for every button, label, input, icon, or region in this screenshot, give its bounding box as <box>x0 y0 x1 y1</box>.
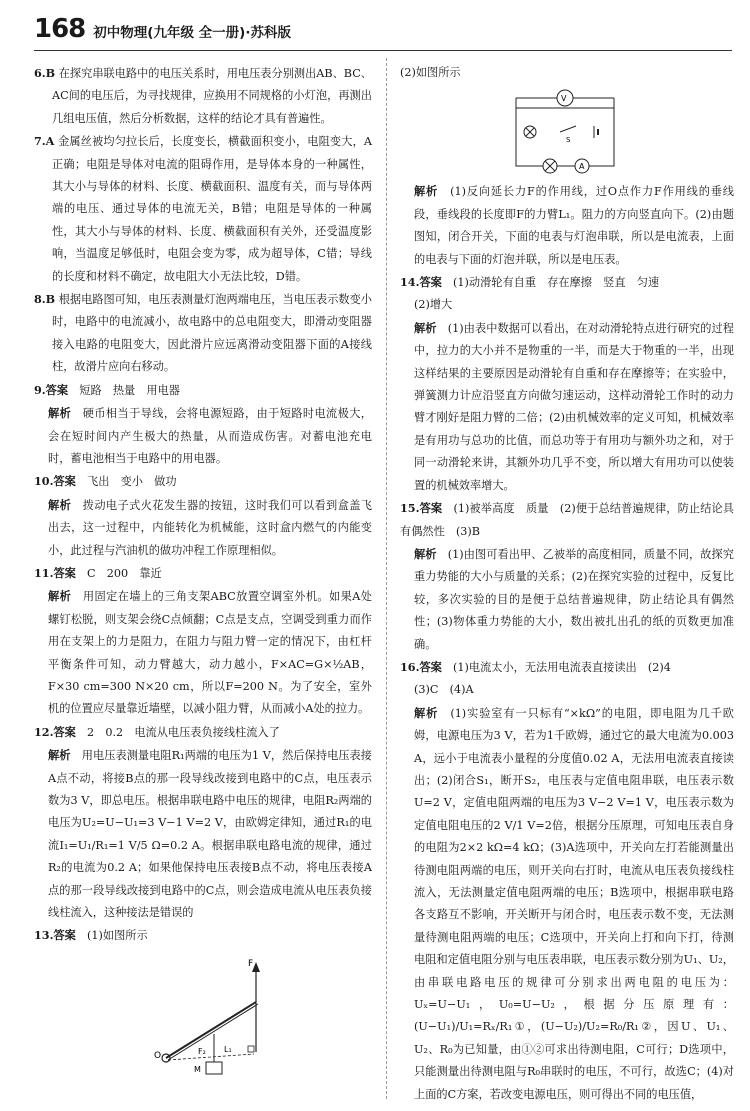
q6: 6.B 在探究串联电路中的电压关系时，用电压表分别测出AB、BC、AC间的电压后，为寻找规律，应换用不同规格的小灯泡，再测出几组电压值，然后分析数据，这样的结论才具有普遍性。 <box>34 66 372 125</box>
q13-analysis: 解析 (1)反向延长力F的作用线，过O点作力F作用线的垂线段，垂线段的长度即F的力臂L₁。阻力的方向竖直向下。(2)由题图知，闭合开关，下面的电表与灯泡串联，所以是电流表，上面的电表与下面的灯泡并联，所以是电压表。 <box>414 184 734 266</box>
label-l1: L₁ <box>224 1044 232 1054</box>
right-column <box>400 62 734 1106</box>
q8: 8.B 根据电路图可知，电压表测量灯泡两端电压，当电压表示数变小时，电路中的电流减小，故电路中的总电阻变大，即滑动变阻器接入电路的电阻变大，因此滑片应远离滑动变阻器下面的A接线柱，故滑片应向右移动。 <box>34 292 372 374</box>
q13: 13.答案 (1)如图所示 F O F₂ L₁ M <box>34 924 372 1081</box>
column-divider <box>386 58 387 1099</box>
q14: 14.答案 (1)动滑轮有自重 存在摩擦 竖直 匀速 (2)增大 解析 (1)由表中数据可以看出，在对动滑轮特点进行研究的过程中，拉力的大小并不是物重的一半，而是大于物重的一半，出现这样结果的主要原因是动滑轮有自重和存在摩擦等；在实验中，弹簧测力计应沿竖直方向做匀速运动，这样动滑轮工作时的动力臂才刚好是阻力臂的二倍；(2)由机械效率的定义可知，机械效率是有用功与总功的比值，而总功等于有用功与额外功之和，对于同一动滑轮来讲，其额外功几乎不变，所以增大有用功可以使装置的机械效率增大。 <box>400 275 734 492</box>
circuit-diagram <box>510 88 620 174</box>
q12: 12.答案 2 0.2 电流从电压表负接线柱流入了 解析 用电压表测量电阻R₁两端的电压为1 V，然后保持电压表接A点不动，将接B点的那一段导线改接到电路中的C点，电压表示数为3 V，即总电压。根据串联电路中电压的规律，电阻R₂两端的电压为U₂=U−U₁=3 V−1 V=2 V，由欧姆定律知，通过R₁的电流I₁=U₁/R₁=1 V/5 Ω=0.2 A。根据串联电路电流的规律，通过R₂的电流为0.2 A；如果他保持电压表接B点不动，将电压表接A点的那一段导线改接到电路中的C点，则会造成电流从电压表负接线柱流入，这种接法是错误的 <box>34 724 372 920</box>
page-number: 168 <box>34 14 86 44</box>
q13-part2: (2)如图所示 V S A <box>400 62 734 174</box>
page-header <box>34 14 291 54</box>
label-f2: F₂ <box>198 1046 206 1056</box>
q16: 16.答案 (1)电流太小，无法用电流表直接读出 (2)4 (3)C (4)A 解析 (1)实验室有一只标有“×kΩ”的电阻，即电阻为几千欧姆，电源电压为3 V，若为1千欧姆，通过它的最大电流为0.003 A，远小于电流表小量程的分度值0.02 A，无法用电流表直接读出；(2)闭合S₁，断开S₂，电压表与定值电阻串联，电压表示数U=2 V，定值电阻两端的电压为3 V−2 V=1 V，电压表示数为定值电阻电压的2 V/1 V=2倍，根据分压原理，可知电压表自身的电阻为2×2 kΩ=4 kΩ；(3)A选项中，开关向左打若能测量出待测电阻两端的电压，则开关向右打时，电流从电压表负接线柱流入，无法测量定值电阻两端的电压；B选项中，根据串联电路各支路互不影响，开关断开与闭合时，电压表示数不变，无法测量待测电阻两端的电压；C选项中，开关向上打和向下打，待测电阻和定值电阻分别与电压表串联，电压表示数分别为U₁、U₂，由串联电路电压的规律可分别求出两电阻的电压为：Uₓ=U−U₁，U₀=U−U₂，根据分压原理有：(U−U₁)/U₁=Rₓ/R₁①，(U−U₂)/U₂=R₀/R₁②，因U、U₁、U₂、R₀为已知量，由①②可求出待测电阻，C可行；D选项中，只能测量出待测电阻与R₀串联时的电压，不可行，故选C；(4)对上面的C方案，若改变电源电压，则可得出不同的电压值， <box>400 659 734 1101</box>
header-rule <box>34 50 732 51</box>
q7: 7.A 金属丝被均匀拉长后，长度变长，横截面积变小，电阻变大，A正确；电阻是导体对电流的阻碍作用，是导体本身的一种属性，其大小与导体的材料、长度、横截面积、温度有关，而与导体两端的电压、通过导体的电流无关，B错；电阻是导体的一种属性，其大小与导体的材料、长度、横截面积有关外，还受温度影响，当温度足够低时，电阻会变为零，成为超导体，C错；导线的长度和材料不确定，故电阻大小无法比较，D错。 <box>34 134 372 283</box>
q11: 11.答案 C 200 靠近 解析 用固定在墙上的三角支架ABC放置空调室外机。如果A处螺钉松脱，则支架会绕C点倾翻；C点是支点，空调受到重力而作用在支架上的力是阻力，在阻力与阻力臂一定的情况下，由杠杆平衡条件可知，动力臂越大，动力越小，F×AC=G×½AB，F×30 cm=300 N×20 cm，所以F=200 N。为了安全，室外机的位置应尽量靠近墙壁，以减小阻力臂，从而减小A处的拉力。 <box>34 565 372 716</box>
lever-diagram <box>154 954 274 1082</box>
label-f: F <box>248 958 254 969</box>
book-title: 初中物理(九年级 全一册)·苏科版 <box>93 25 291 41</box>
left-column <box>34 62 372 1082</box>
q15: 15.答案 (1)被举高度 质量 (2)便于总结普遍规律，防止结论具有偶然性 (3)B 解析 (1)由图可看出甲、乙被举的高度相同，质量不同，故探究重力势能的大小与质量的关系；(2)在探究实验的过程中，反复比较，多次实验的目的是便于总结普遍规律，防止结论具有偶然性；(3)物体重力势能的大小，数出被扎出孔的纸的页数更加准确。 <box>400 501 734 651</box>
label-m: M <box>194 1064 201 1074</box>
q9: 9.答案 短路 热量 用电器 解析 硬币相当于导线，会将电源短路，由于短路时电流极大，会在短时间内产生极大的热量，从而造成伤害。对蓄电池充电时，蓄电池相当于电路中的用电器。 <box>34 382 372 465</box>
label-v: V <box>561 94 567 104</box>
q10: 10.答案 飞出 变小 做功 解析 拨动电子式火花发生器的按钮，这时我们可以看到盒盖飞出去，这一过程中，内能转化为机械能，这时盒内燃气的内能变小，此过程与汽油机的做功冲程工作原理相似。 <box>34 474 372 557</box>
label-s: S <box>566 136 571 145</box>
label-a: A <box>579 162 585 172</box>
label-o: O <box>154 1050 162 1061</box>
